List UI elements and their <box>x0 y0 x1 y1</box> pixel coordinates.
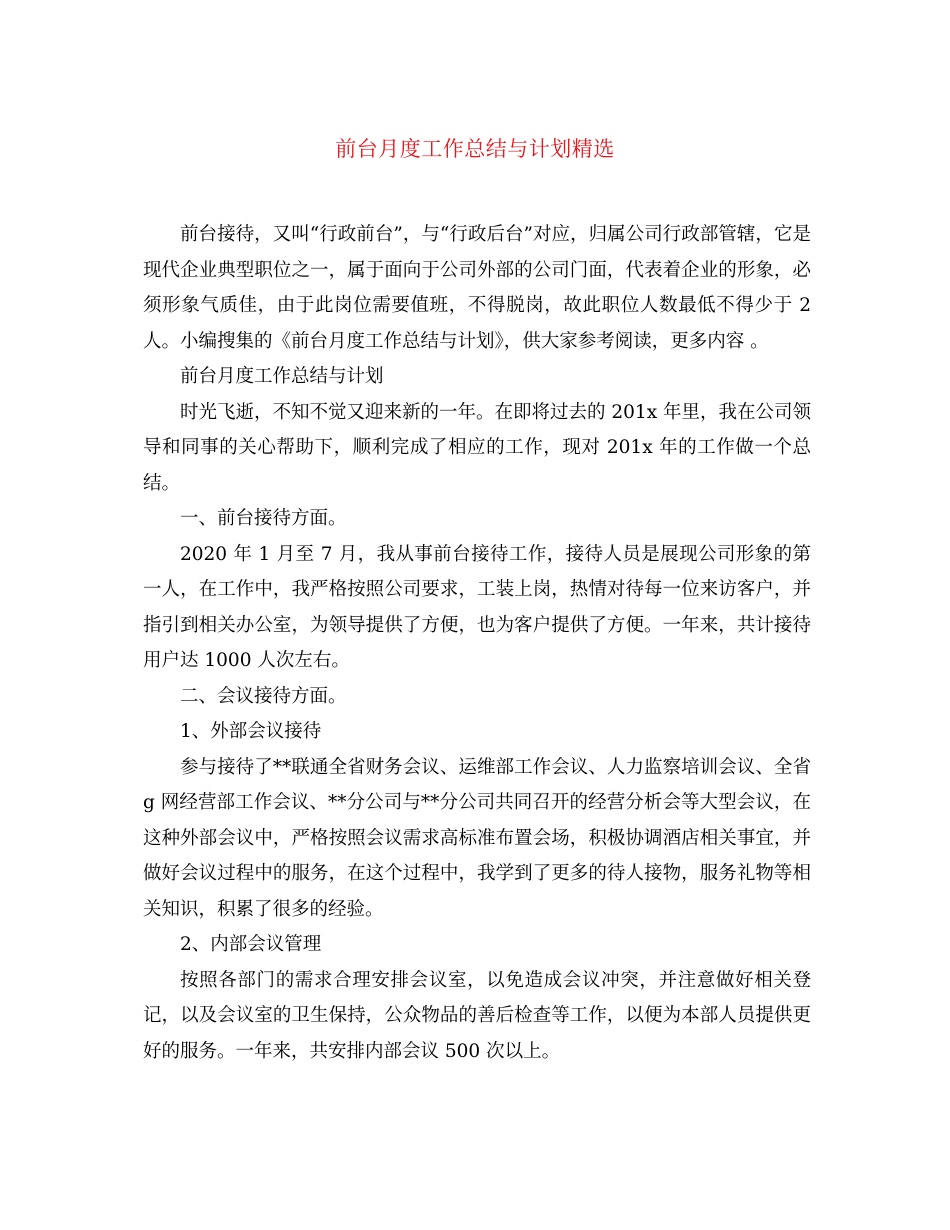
paragraph-external-meetings: 参与接待了**联通全省财务会议、运维部工作会议、人力监察培训会议、全省 g 网经营部工作会议、**分公司与**分公司共同召开的经营分析会等大型会议，在这种外部会议中，严格按照会议需求高标准布置会场，积极协调酒店相关事宜，并做好会议过程中的服务，在这个过程中，我学到了更多的待人接物，服务礼物等相关知识，积累了很多的经验。 <box>143 756 811 920</box>
paragraph-opening: 时光飞逝，不知不觉又迎来新的一年。在即将过去的 201x 年里，我在公司领导和同事的关心帮助下，顺利完成了相应的工作，现对 201x 年的工作做一个总结。 <box>143 401 812 494</box>
document-title: 前台月度工作总结与计划精选 <box>335 137 615 161</box>
subheading-internal-meetings: 2、内部会议管理 <box>180 934 322 955</box>
section-heading-meetings: 二、会议接待方面。 <box>180 685 347 707</box>
paragraph-intro: 前台接待，又叫“行政前台”，与“行政后台”对应，归属公司行政部管辖，它是现代企业典型职位之一，属于面向于公司外部的公司门面，代表着企业的形象，必须形象气质佳，由于此岗位需要值班，不得脱岗，故此职位人数最低不得少于 2 人。小编搜集的《前台月度工作总结与计划》，供大家参考阅读，更多内容 。 <box>143 224 811 352</box>
subheading-external-meetings: 1、外部会议接待 <box>180 721 322 742</box>
paragraph-internal-meetings: 按照各部门的需求合理安排会议室，以免造成会议冲突，并注意做好相关登记，以及会议室的卫生保持，公众物品的善后检查等工作，以便为本部人员提供更好的服务。一年来，共安排内部会议 500 次以上。 <box>143 969 811 1062</box>
section-heading-reception: 一、前台接待方面。 <box>180 508 347 529</box>
paragraph-subtitle: 前台月度工作总结与计划 <box>180 366 384 387</box>
paragraph-reception: 2020 年 1 月至 7 月，我从事前台接待工作，接待人员是展现公司形象的第一人，在工作中，我严格按照公司要求，工装上岗，热情对待每一位来访客户，并指引到相关办公室，为领导提供了方便，也为客户提供了方便。一年来，共计接待用户达 1000 人次左右。 <box>143 543 811 671</box>
document-body <box>143 217 811 1069</box>
